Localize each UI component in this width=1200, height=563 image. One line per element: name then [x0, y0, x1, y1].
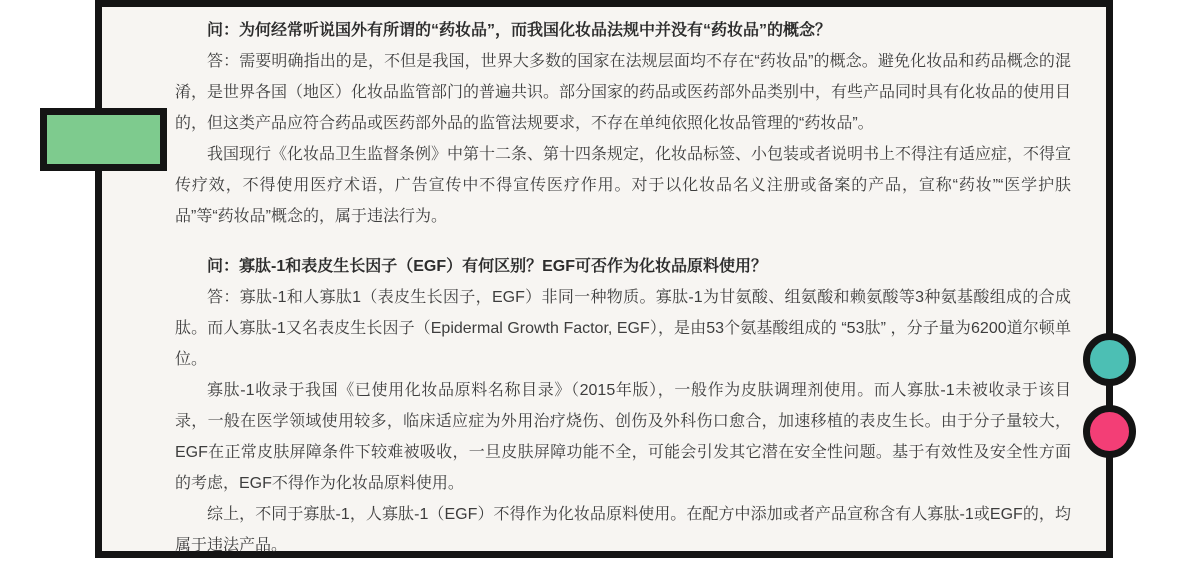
qa-section-egf [175, 251, 1071, 561]
answer-paragraph: 我国现行《化妆品卫生监督条例》中第十二条、第十四条规定，化妆品标签、小包装或者说明书上不得注有适应症，不得宣传疗效，不得使用医疗术语，广告宣传中不得宣传医疗作用。对于以化妆品名义注册或备案的产品，宣称“药妆”“医学护肤品”等“药妆品”概念的，属于违法行为。 [175, 146, 1072, 225]
qa-section-cosmeceuticals [175, 15, 1071, 232]
qa-article [175, 15, 1071, 561]
teal-circle-decoration [1083, 333, 1136, 386]
green-rectangle-decoration [40, 108, 167, 171]
question-line: 问：为何经常听说国外有所谓的“药妆品”，而我国化妆品法规中并没有“药妆品”的概念？ [207, 22, 832, 39]
pink-circle-decoration [1083, 405, 1136, 458]
answer-paragraph: 答：寡肽-1和人寡肽1（表皮生长因子，EGF）非同一种物质。寡肽-1为甘氨酸、组氨酸和赖氨酸等3种氨基酸组成的合成肽。而人寡肽-1又名表皮生长因子（Epidermal Growth Factor, EGF），是由53个氨基酸组成的 “53肽” ，分子量为6200道尔顿单位。 [175, 289, 1071, 368]
answer-paragraph: 寡肽-1收录于我国《已使用化妆品原料名称目录》（2015年版），一般作为皮肤调理剂使用。而人寡肽-1未被收录于该目录，一般在医学领域使用较多，临床适应症为外用治疗烧伤、创伤及外科伤口愈合，加速移植的表皮生长。由于分子量较大，EGF在正常皮肤屏障条件下较难被吸收，一旦皮肤屏障功能不全，可能会引发其它潜在安全性问题。基于有效性及安全性方面的考虑，EGF不得作为化妆品原料使用。 [175, 382, 1071, 492]
content-frame [95, 0, 1113, 558]
question-line: 问：寡肽-1和表皮生长因子（EGF）有何区别？EGF可否作为化妆品原料使用？ [207, 258, 768, 275]
answer-paragraph: 综上，不同于寡肽-1，人寡肽-1（EGF）不得作为化妆品原料使用。在配方中添加或者产品宣称含有人寡肽-1或EGF的，均属于违法产品。 [175, 506, 1071, 554]
answer-paragraph: 答：需要明确指出的是，不但是我国，世界大多数的国家在法规层面均不存在“药妆品”的概念。避免化妆品和药品概念的混淆，是世界各国（地区）化妆品监管部门的普遍共识。部分国家的药品或医药部外品类别中，有些产品同时具有化妆品的使用目的，但这类产品应符合药品或医药部外品的监管法规要求，不存在单纯依照化妆品管理的“药妆品”。 [175, 53, 1072, 132]
